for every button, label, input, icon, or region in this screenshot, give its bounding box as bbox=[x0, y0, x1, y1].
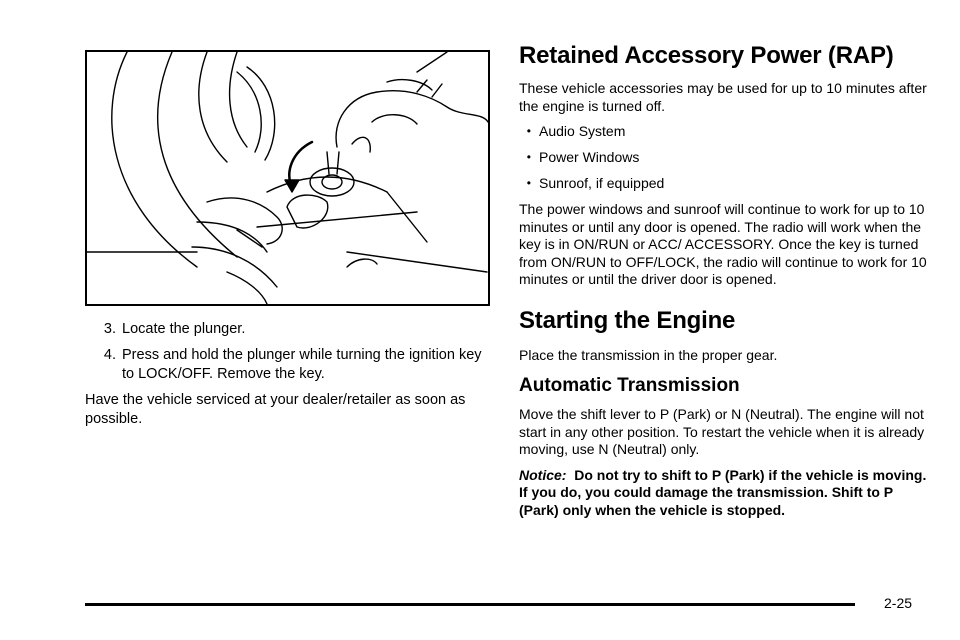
notice-text: Do not try to shift to P (Park) if the vehicle is moving. If you do, you could damage the transmission. Shift to P (Park) only when the vehicle is stopped. bbox=[519, 466, 927, 518]
instruction-steps bbox=[85, 320, 490, 384]
ignition-key-plunger-drawing bbox=[87, 52, 488, 304]
step-text: Locate the plunger. bbox=[122, 321, 246, 337]
bullet-icon: • bbox=[526, 176, 531, 190]
page-number: 2-25 bbox=[884, 595, 913, 611]
automatic-transmission-body: Move the shift lever to P (Park) or N (Neutral). The engine will not start in any other position. To restart the vehicle when it is already moving, use N (Neutral) only. bbox=[519, 406, 925, 457]
starting-engine-heading: Starting the Engine bbox=[519, 306, 736, 334]
rap-accessory-list bbox=[519, 123, 929, 192]
step-number: 4. bbox=[103, 347, 116, 363]
notice-paragraph bbox=[519, 467, 929, 520]
rap-body: The power windows and sunroof will continue to work for up to 10 minutes or until any door is opened. The radio will work when the key is in ON/RUN or ACC/ ACCESSORY. Once the key is turned from ON/RUN to OFF/LOCK, the radio will continue to work for 10 minutes or until the driver door is opened. bbox=[519, 201, 927, 287]
closing-paragraph: Have the vehicle serviced at your dealer/retailer as soon as possible. bbox=[85, 392, 466, 427]
step-item bbox=[85, 346, 490, 384]
list-item-text: Audio System bbox=[539, 123, 626, 139]
bullet-icon: • bbox=[526, 150, 531, 164]
step-item bbox=[85, 320, 490, 339]
list-item bbox=[519, 149, 929, 166]
rap-heading: Retained Accessory Power (RAP) bbox=[519, 42, 894, 69]
list-item bbox=[519, 175, 929, 192]
list-item-text: Sunroof, if equipped bbox=[539, 175, 665, 191]
list-item-text: Power Windows bbox=[539, 149, 640, 165]
ignition-illustration bbox=[85, 50, 490, 306]
starting-engine-body: Place the transmission in the proper gear. bbox=[519, 346, 778, 363]
notice-label: Notice: bbox=[519, 466, 567, 483]
right-column bbox=[519, 42, 929, 519]
bullet-icon: • bbox=[526, 124, 531, 138]
footer-rule bbox=[85, 603, 855, 606]
list-item bbox=[519, 123, 929, 140]
step-text: Press and hold the plunger while turning the ignition key to LOCK/OFF. Remove the key. bbox=[122, 347, 482, 382]
left-column bbox=[85, 50, 490, 429]
automatic-transmission-heading: Automatic Transmission bbox=[519, 375, 740, 396]
step-number: 3. bbox=[103, 321, 116, 337]
rap-intro: These vehicle accessories may be used for up to 10 minutes after the engine is turned off. bbox=[519, 80, 927, 114]
